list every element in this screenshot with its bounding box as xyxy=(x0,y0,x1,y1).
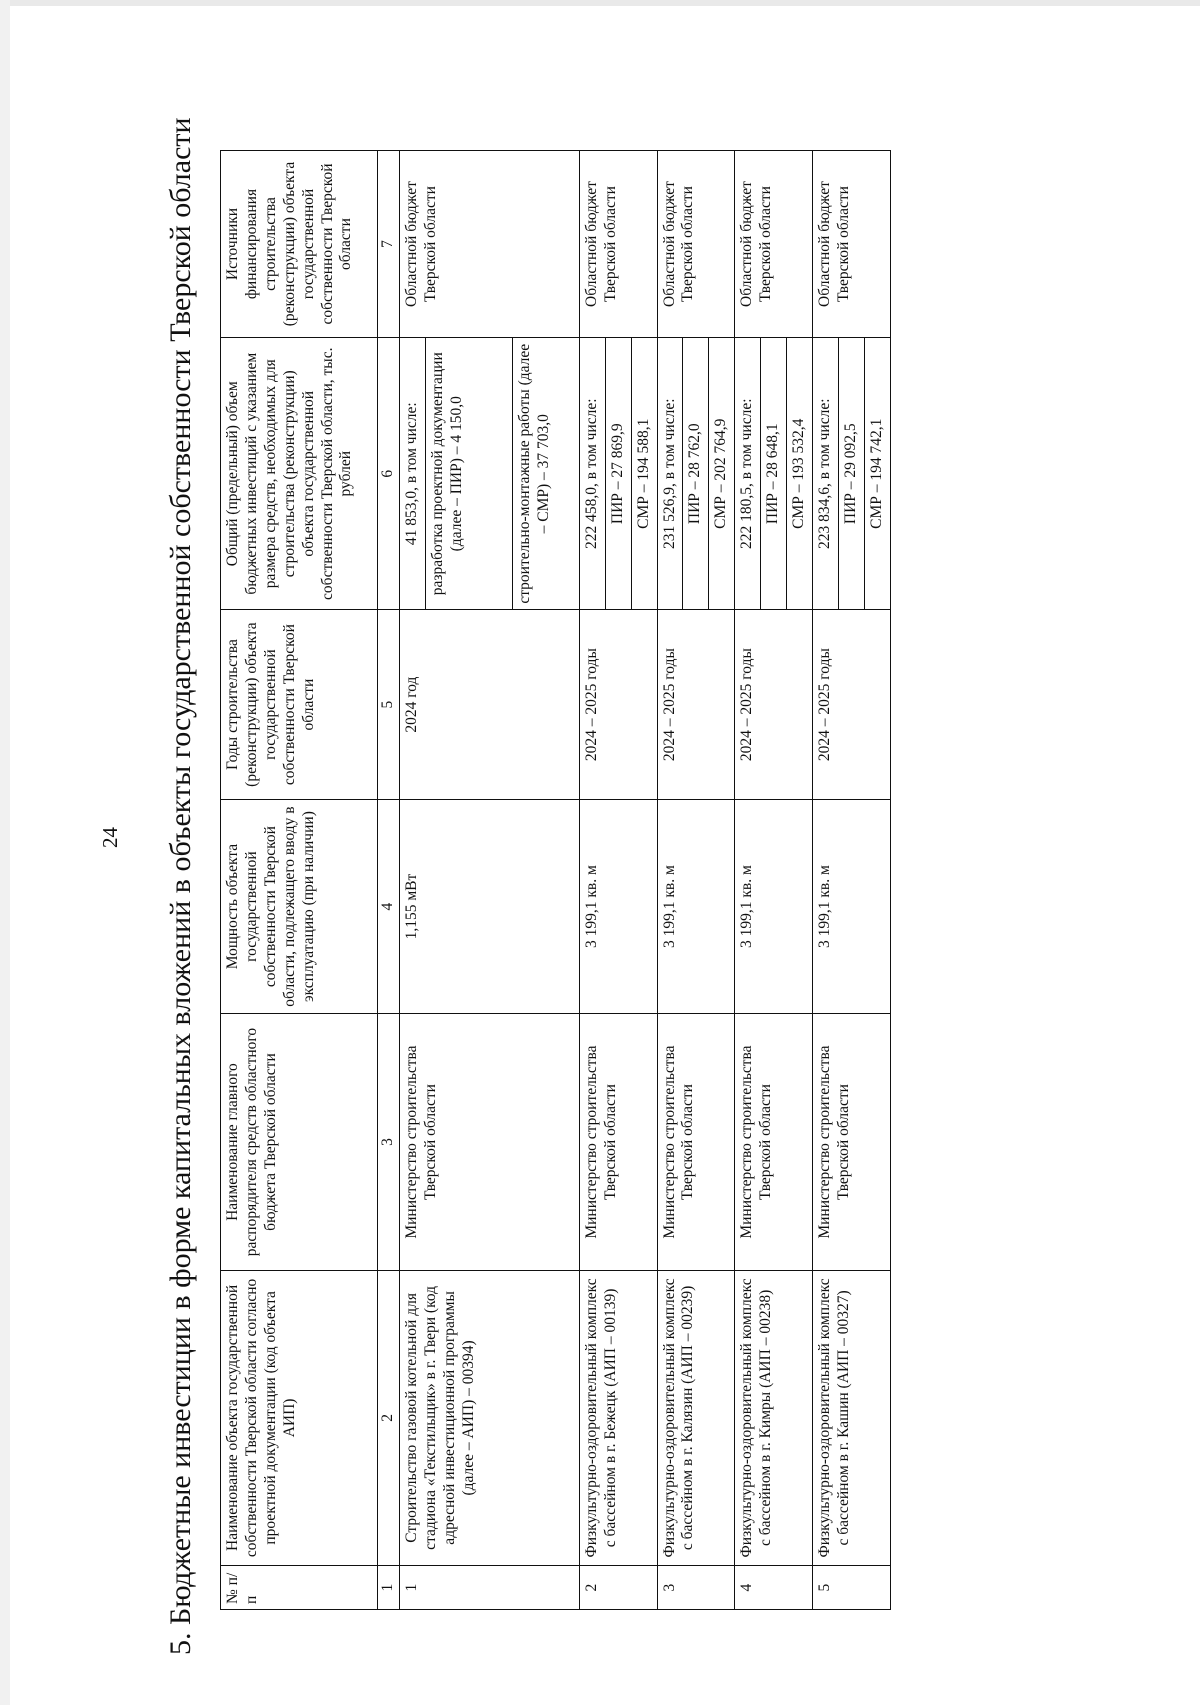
investment-pir: разработка проектной документации (далее – ПИР) – 4 150,0 xyxy=(425,338,512,610)
column-number: 1 xyxy=(378,1566,400,1610)
row-number: 2 xyxy=(579,1566,657,1610)
ministry-name: Министерство строительства Тверской области xyxy=(812,1014,890,1270)
header-years: Годы строительства (реконструкции) объекта государственной собственности Тверской области xyxy=(221,610,378,799)
investment-pir: ПИР – 27 869,9 xyxy=(605,338,631,610)
table-row xyxy=(399,151,425,1610)
column-number: 5 xyxy=(378,610,400,799)
column-number-row xyxy=(378,151,400,1610)
investment-total: 222 458,0, в том числе: xyxy=(579,338,605,610)
table-row xyxy=(735,151,761,1610)
investment-smr: строительно-монтажные работы (далее – СМР) – 37 703,0 xyxy=(512,338,579,610)
capacity: 3 199,1 кв. м xyxy=(735,799,813,1014)
ministry-name: Министерство строительства Тверской области xyxy=(579,1014,657,1270)
object-name: Физкультурно-оздоровительный комплекс с бассейном в г. Кашин (АИП – 00327) xyxy=(812,1270,890,1565)
column-number: 7 xyxy=(378,151,400,338)
object-name: Строительство газовой котельной для стадиона «Текстильщик» в г. Твери (код адресной инвестиционной программы (далее – АИП) – 00394) xyxy=(399,1270,579,1565)
object-name: Физкультурно-оздоровительный комплекс с бассейном в г. Калязин (АИП – 00239) xyxy=(657,1270,735,1565)
scan-edge-left xyxy=(0,0,10,1705)
header-funding-source: Источники финансирования строительства (реконструкции) объекта государственной собственности Тверской области xyxy=(221,151,378,338)
object-name: Физкультурно-оздоровительный комплекс с бассейном в г. Бежецк (АИП – 00139) xyxy=(579,1270,657,1565)
investment-smr: СМР – 193 532,4 xyxy=(787,338,813,610)
column-number: 4 xyxy=(378,799,400,1014)
rotated-sheet xyxy=(164,117,1044,1705)
investments-table xyxy=(220,150,891,1610)
investment-total: 41 853,0, в том числе: xyxy=(399,338,425,610)
investment-pir: ПИР – 28 648,1 xyxy=(761,338,787,610)
column-number: 2 xyxy=(378,1270,400,1565)
header-investment-volume: Общий (предельный) объем бюджетных инвестиций с указанием размера средств, необходимых для строительства (реконструкции) объекта государственной собственности Тверской области, тыс. рублей xyxy=(221,338,378,610)
page-number: 24 xyxy=(98,827,122,848)
construction-years: 2024 год xyxy=(399,610,579,799)
table-row xyxy=(812,151,838,1610)
row-number: 3 xyxy=(657,1566,735,1610)
object-name: Физкультурно-оздоровительный комплекс с бассейном в г. Кимры (АИП – 00238) xyxy=(735,1270,813,1565)
funding-source: Областной бюджет Тверской области xyxy=(399,151,579,338)
capacity: 1,155 мВт xyxy=(399,799,579,1014)
ministry-name: Министерство строительства Тверской области xyxy=(657,1014,735,1270)
row-number: 1 xyxy=(399,1566,579,1610)
investment-pir: ПИР – 28 762,0 xyxy=(683,338,709,610)
document-title: 5. Бюджетные инвестиции в форме капитальных вложений в объекты государственной собственности Тверской области xyxy=(164,117,197,1655)
column-number: 3 xyxy=(378,1014,400,1270)
row-number: 4 xyxy=(735,1566,813,1610)
header-capacity: Мощность объекта государственной собственности Тверской области, подлежащего вводу в эксплуатацию (при наличии) xyxy=(221,799,378,1014)
capacity: 3 199,1 кв. м xyxy=(657,799,735,1014)
funding-source: Областной бюджет Тверской области xyxy=(657,151,735,338)
scan-edge-top xyxy=(0,0,1200,6)
capacity: 3 199,1 кв. м xyxy=(579,799,657,1014)
header-object-name: Наименование объекта государственной собственности Тверской области согласно проектной документации (код объекта АИП) xyxy=(221,1270,378,1565)
investment-smr: СМР – 194 588,1 xyxy=(631,338,657,610)
funding-source: Областной бюджет Тверской области xyxy=(735,151,813,338)
funding-source: Областной бюджет Тверской области xyxy=(579,151,657,338)
investment-total: 231 526,9, в том числе: xyxy=(657,338,683,610)
construction-years: 2024 – 2025 годы xyxy=(579,610,657,799)
header-ministry: Наименование главного распорядителя средств областного бюджета Тверской области xyxy=(221,1014,378,1270)
ministry-name: Министерство строительства Тверской области xyxy=(735,1014,813,1270)
investment-smr: СМР – 202 764,9 xyxy=(709,338,735,610)
construction-years: 2024 – 2025 годы xyxy=(735,610,813,799)
construction-years: 2024 – 2025 годы xyxy=(657,610,735,799)
investment-smr: СМР – 194 742,1 xyxy=(864,338,890,610)
table-row xyxy=(657,151,683,1610)
header-number: № п/п xyxy=(221,1566,378,1610)
table-row xyxy=(579,151,605,1610)
ministry-name: Министерство строительства Тверской области xyxy=(399,1014,579,1270)
table-header-row xyxy=(221,151,378,1610)
investment-total: 223 834,6, в том числе: xyxy=(812,338,838,610)
investment-total: 222 180,5, в том числе: xyxy=(735,338,761,610)
column-number: 6 xyxy=(378,338,400,610)
construction-years: 2024 – 2025 годы xyxy=(812,610,890,799)
investment-pir: ПИР – 29 092,5 xyxy=(838,338,864,610)
row-number: 5 xyxy=(812,1566,890,1610)
funding-source: Областной бюджет Тверской области xyxy=(812,151,890,338)
capacity: 3 199,1 кв. м xyxy=(812,799,890,1014)
